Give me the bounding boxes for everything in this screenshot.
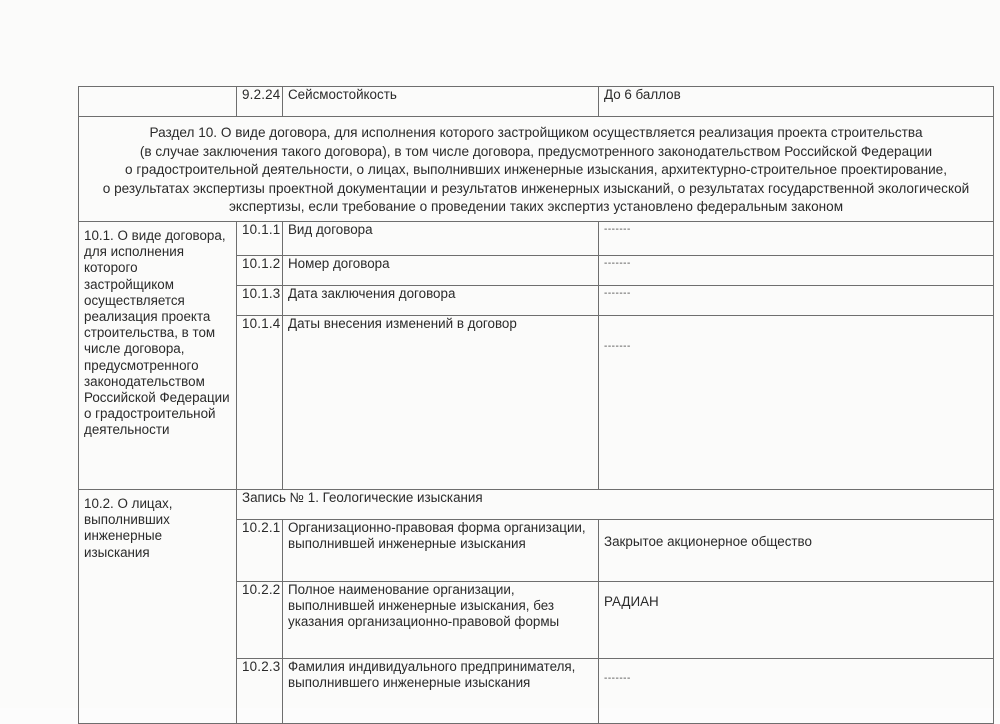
row-label: Вид договора xyxy=(283,221,599,255)
row-label: Полное наименование организации, выполнившей инженерные изыскания, без указания организационно-правовой формы xyxy=(283,581,599,658)
row-value: ------- xyxy=(599,315,994,489)
row-value: ------- xyxy=(599,658,994,723)
section-title-line: (в случае заключения такого договора), в том числе договора, предусмотренного законодательством Российской Федерации xyxy=(139,143,933,159)
row-code: 10.1.2 xyxy=(237,255,283,285)
section-10-header-row xyxy=(79,117,994,222)
section-title-line: о результатах экспертизы проектной документации и результатов инженерных изысканий, о результатах государственной экологической xyxy=(102,180,970,196)
subsection-10-2-title: 10.2. О лицах, выполнивших инженерные изыскания xyxy=(79,489,237,723)
empty-cell xyxy=(79,87,237,117)
row-label: Даты внесения изменений в договор xyxy=(283,315,599,489)
row-code: 10.1.4 xyxy=(237,315,283,489)
row-code: 10.2.3 xyxy=(237,658,283,723)
row-code: 10.2.1 xyxy=(237,519,283,581)
row-value: До 6 баллов xyxy=(599,87,994,117)
row-value: ------- xyxy=(599,255,994,285)
row-label: Сейсмостойкость xyxy=(283,87,599,117)
subsection-10-1-title: 10.1. О виде договора, для исполнения которого застройщиком осуществляется реализация проекта строительства, в том числе договора, предусмотренного законодательством Российской Федерации о градостроительной деятельности xyxy=(79,221,237,489)
row-label: Организационно-правовая форма организации, выполнившей инженерные изыскания xyxy=(283,519,599,581)
declaration-table xyxy=(78,86,994,724)
section-10-title xyxy=(79,117,994,222)
row-value: ------- xyxy=(599,285,994,315)
section-title-line: Раздел 10. О виде договора, для исполнения которого застройщиком осуществляется реализация проекта строительства xyxy=(149,125,923,140)
row-code: 10.2.2 xyxy=(237,581,283,658)
table-row-9-2-24 xyxy=(79,87,994,117)
row-code: 10.1.1 xyxy=(237,221,283,255)
row-value: РАДИАН xyxy=(599,581,994,658)
table-row-10-2-record-header xyxy=(79,489,994,519)
row-label: Дата заключения договора xyxy=(283,285,599,315)
row-value: ------- xyxy=(599,221,994,255)
row-code: 9.2.24 xyxy=(237,87,283,117)
section-title-line: экспертизы, если требование о проведении таких экспертиз установлено федеральным законом xyxy=(228,199,844,215)
row-label: Номер договора xyxy=(283,255,599,285)
table-row-10-1-1 xyxy=(79,221,994,255)
section-title-line: о градостроительной деятельности, о лицах, выполнивших инженерные изыскания, архитектурно-строительное проектирование, xyxy=(124,162,948,178)
record-header: Запись № 1. Геологические изыскания xyxy=(237,489,994,519)
row-code: 10.1.3 xyxy=(237,285,283,315)
row-label: Фамилия индивидуального предпринимателя, выполнившего инженерные изыскания xyxy=(283,658,599,723)
row-value: Закрытое акционерное общество xyxy=(599,519,994,581)
